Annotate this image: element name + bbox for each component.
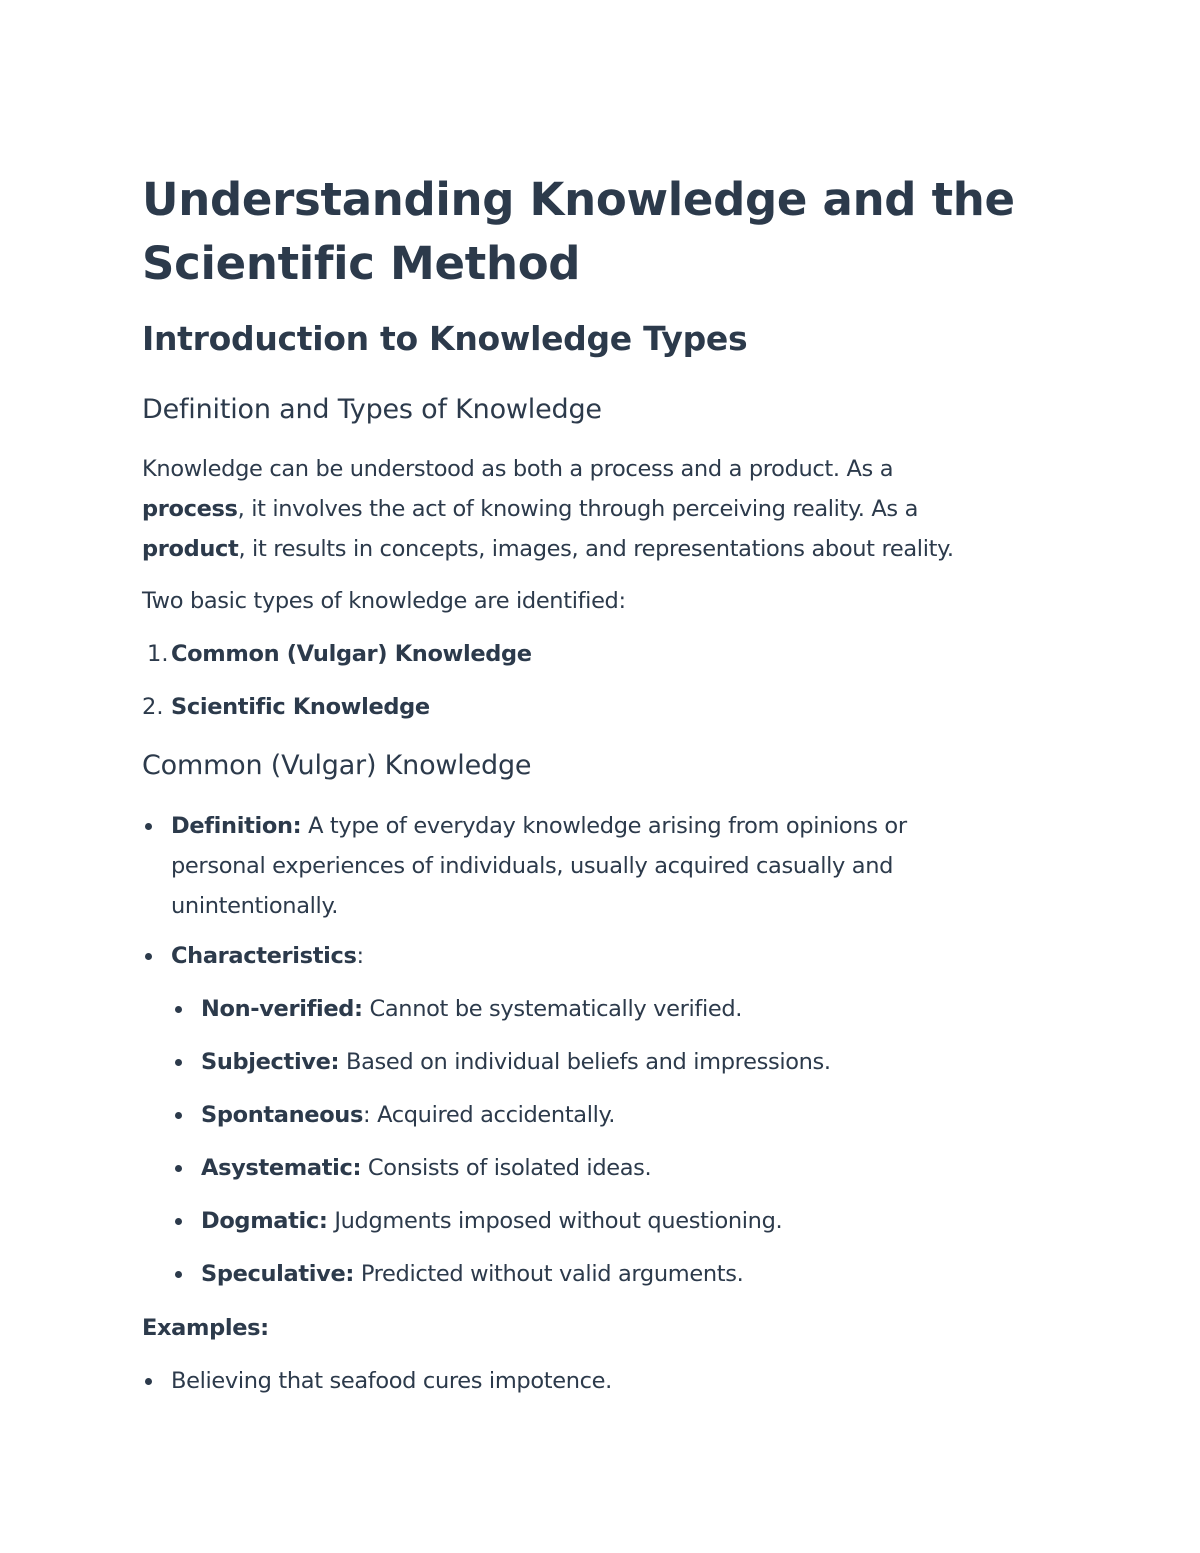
characteristic-item: Subjective: Based on individual beliefs and impressions. (201, 1049, 831, 1075)
subsection-heading-common: Common (Vulgar) Knowledge (142, 750, 532, 781)
types-intro-paragraph: Two basic types of knowledge are identified: (142, 588, 626, 614)
bullet-dot (175, 1006, 182, 1013)
bullet-dot (175, 1112, 182, 1119)
characteristic-item: Asystematic: Consists of isolated ideas. (201, 1155, 652, 1181)
subsection-heading-definition: Definition and Types of Knowledge (142, 394, 602, 425)
list-number: 2. (142, 694, 164, 720)
definition-bullet: Definition: A type of everyday knowledge arising from opinions or personal experiences of individuals, usually acquired casually and unintentionally. (171, 813, 907, 919)
bullet-dot (175, 1218, 182, 1225)
bullet-dot (145, 823, 152, 830)
list-number: 1. (147, 641, 169, 667)
bullet-dot (175, 1059, 182, 1066)
intro-paragraph: Knowledge can be understood as both a process and a product. As a process, it involves the act of knowing through perceiving reality. As a product, it results in concepts, images, and representations about reality. (142, 456, 954, 562)
bullet-dot (145, 953, 152, 960)
characteristic-item: Dogmatic: Judgments imposed without questioning. (201, 1208, 783, 1234)
section-heading: Introduction to Knowledge Types (142, 319, 748, 358)
bullet-dot (175, 1271, 182, 1278)
characteristic-item: Non-verified: Cannot be systematically verified. (201, 996, 743, 1022)
title-line-2: Scientific Method (142, 237, 581, 290)
bullet-dot (175, 1165, 182, 1172)
bullet-dot (145, 1378, 152, 1385)
examples-label: Examples: (142, 1315, 269, 1341)
document-page (142, 168, 1062, 1394)
document-title (142, 168, 1062, 296)
characteristic-item: Speculative: Predicted without valid arguments. (201, 1261, 744, 1287)
title-line-1: Understanding Knowledge and the (142, 173, 1015, 226)
characteristic-item: Spontaneous: Acquired accidentally. (201, 1102, 616, 1128)
list-item: Common (Vulgar) Knowledge (171, 641, 532, 667)
example-item: Believing that seafood cures impotence. (171, 1368, 612, 1394)
list-item: Scientific Knowledge (171, 694, 430, 720)
characteristics-bullet: Characteristics: (171, 943, 364, 969)
